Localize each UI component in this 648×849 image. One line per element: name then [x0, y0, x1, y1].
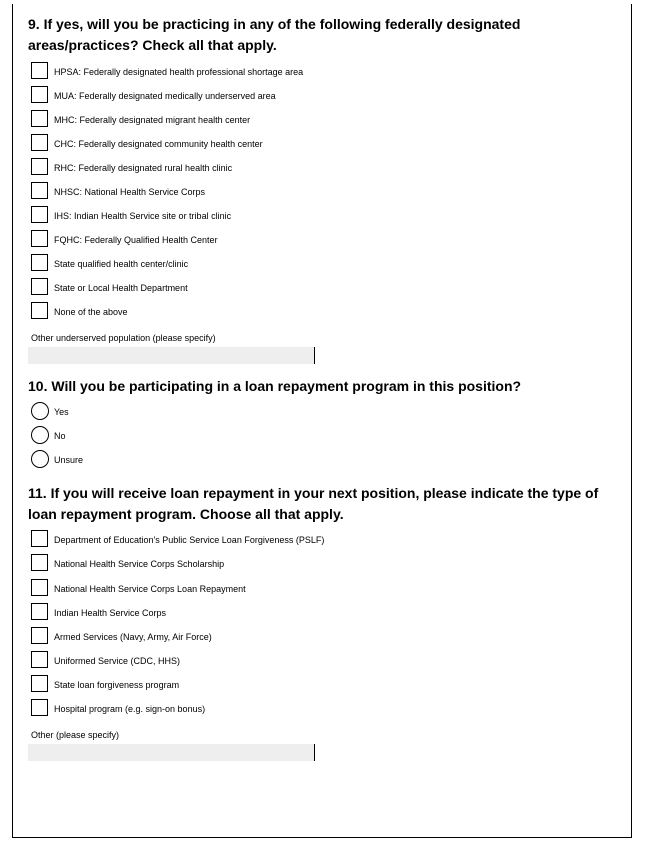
q10-option-label: No [54, 431, 66, 441]
q10-radio-yes[interactable] [31, 402, 49, 420]
q9-checkbox-mhc[interactable] [31, 110, 48, 127]
q11-option-label: Armed Services (Navy, Army, Air Force) [54, 632, 212, 642]
q9-option-label: None of the above [54, 307, 128, 317]
q9-checkbox-chc[interactable] [31, 134, 48, 151]
q11-checkbox-ihs-corps[interactable] [31, 603, 48, 620]
q11-other-input[interactable] [28, 744, 315, 761]
q11-checkbox-pslf[interactable] [31, 530, 48, 547]
q10-option-label: Yes [54, 407, 69, 417]
q9-checkbox-none[interactable] [31, 302, 48, 319]
q11-option-label: Department of Education's Public Service Loan Forgiveness (PSLF) [54, 535, 325, 545]
q11-checkbox-nhsc-scholarship[interactable] [31, 554, 48, 571]
q9-option-label: State or Local Health Department [54, 283, 188, 293]
q11-option-label: National Health Service Corps Loan Repayment [54, 584, 246, 594]
question-10-title: 10. Will you be participating in a loan repayment program in this position? [28, 378, 522, 394]
q9-checkbox-rhc[interactable] [31, 158, 48, 175]
q9-checkbox-nhsc[interactable] [31, 182, 48, 199]
q9-option-label: CHC: Federally designated community health center [54, 139, 263, 149]
q10-option-label: Unsure [54, 455, 84, 465]
q9-checkbox-fqhc[interactable] [31, 230, 48, 247]
q11-checkbox-armed-services[interactable] [31, 627, 48, 644]
q11-other-label: Other (please specify) [31, 730, 120, 740]
question-9-title: 9. If yes, will you be practicing in any of the following federally designated areas/practices? Check all that apply. [28, 16, 521, 53]
q11-checkbox-uniformed-service[interactable] [31, 651, 48, 668]
q9-option-label: State qualified health center/clinic [54, 259, 189, 269]
q9-option-label: NHSC: National Health Service Corps [54, 187, 206, 197]
q9-option-label: MHC: Federally designated migrant health center [54, 115, 251, 125]
q10-radio-unsure[interactable] [31, 450, 49, 468]
q11-option-label: Indian Health Service Corps [54, 608, 167, 618]
question-11-title: 11. If you will receive loan repayment in your next position, please indicate the type of loan repayment program. Choose all that apply. [28, 485, 599, 522]
q10-radio-no[interactable] [31, 426, 49, 444]
q11-checkbox-nhsc-loan-repayment[interactable] [31, 579, 48, 596]
q9-other-label: Other underserved population (please specify) [31, 333, 216, 343]
q9-checkbox-mua[interactable] [31, 86, 48, 103]
q9-option-label: RHC: Federally designated rural health clinic [54, 163, 233, 173]
q11-option-label: National Health Service Corps Scholarship [54, 559, 225, 569]
q9-option-label: IHS: Indian Health Service site or tribal clinic [54, 211, 232, 221]
q11-option-label: State loan forgiveness program [54, 680, 180, 690]
q11-option-label: Hospital program (e.g. sign-on bonus) [54, 704, 206, 714]
q11-option-label: Uniformed Service (CDC, HHS) [54, 656, 181, 666]
q9-option-label: HPSA: Federally designated health professional shortage area [54, 67, 304, 77]
q9-checkbox-ihs[interactable] [31, 206, 48, 223]
q9-other-input[interactable] [28, 347, 315, 364]
q9-checkbox-state-local-health-dept[interactable] [31, 278, 48, 295]
q9-checkbox-state-qualified[interactable] [31, 254, 48, 271]
q11-checkbox-hospital-program[interactable] [31, 699, 48, 716]
q9-checkbox-hpsa[interactable] [31, 62, 48, 79]
q9-option-label: FQHC: Federally Qualified Health Center [54, 235, 218, 245]
q11-checkbox-state-loan-forgiveness[interactable] [31, 675, 48, 692]
q9-option-label: MUA: Federally designated medically underserved area [54, 91, 276, 101]
